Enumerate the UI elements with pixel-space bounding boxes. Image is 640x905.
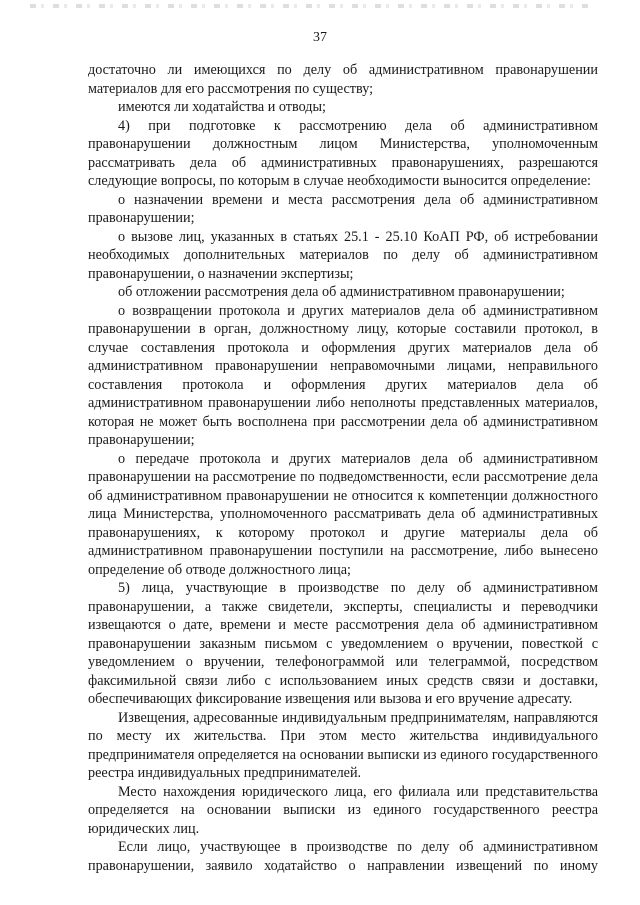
paragraph: 4) при подготовке к рассмотрению дела об административном правонарушении должностным лицом Министерства, уполномоченным рассматривать дела об административных правонарушениях, разрешаются следующие вопросы, по которым в случае необходимости выносится определение: bbox=[88, 117, 598, 189]
paragraph: Извещения, адресованные индивидуальным предпринимателям, направляются по месту их жительства. При этом место жительства индивидуального предпринимателя определяется на основании выписки из единого государственного реестра индивидуальных предпринимателей. bbox=[88, 709, 598, 781]
paragraph: имеются ли ходатайства и отводы; bbox=[118, 99, 326, 115]
paragraph: 5) лица, участвующие в производстве по делу об административном правонарушении, а также свидетели, эксперты, специалисты и переводчики извещаются о дате, времени и месте рассмотрения дела об административном правонарушении заказным письмом с уведомлением о вручении, повесткой с уведомлением о вручении, телефонограммой или телеграммой, посредством факсимильной связи либо с использованием иных средств связи и доставки, обеспечивающих фиксирование извещения или вызова и его вручение адресату. bbox=[88, 580, 598, 707]
paragraph: о вызове лиц, указанных в статьях 25.1 - 25.10 КоАП РФ, об истребовании необходимых дополнительных материалов по делу об административном правонарушении, о назначении экспертизы; bbox=[88, 228, 598, 282]
paragraph: Место нахождения юридического лица, его филиала или представительства определяется на основании выписки из единого государственного реестра юридических лиц. bbox=[88, 783, 598, 837]
paragraph: достаточно ли имеющихся по делу об административном правонарушении материалов для его рассмотрения по существу; bbox=[88, 62, 598, 97]
paragraph: о передаче протокола и других материалов дела об административном правонарушении на рассмотрение по подведомственности, если рассмотрение дела об административном правонарушении не относится к компетенции должностного лица Министерства, уполномоченного рассматривать дела об административных правонарушениях, к которому протокол и другие материалы дела об административном правонарушении поступили на рассмотрение, либо вынесено определение об отводе должностного лица; bbox=[88, 450, 598, 578]
paragraph: об отложении рассмотрения дела об административном правонарушении; bbox=[118, 284, 565, 300]
paragraph: о назначении времени и места рассмотрения дела об административном правонарушении; bbox=[88, 191, 598, 226]
scan-artifact-line bbox=[30, 4, 590, 8]
paragraph: о возвращении протокола и других материалов дела об административном правонарушении в орган, должностному лицу, которые составили протокол, в случае составления протокола и оформления других материалов дела об административном правонарушении неправомочными лицами, неправильного составления протокола и оформления других материалов дела об административном правонарушении либо неполноты представленных материалов, которая не может быть восполнена при рассмотрении дела об административном правонарушении; bbox=[88, 302, 598, 448]
paragraph: Если лицо, участвующее в производстве по делу об административном правонарушении, заявило ходатайство о направлении извещений по иному bbox=[88, 839, 598, 874]
page-number: 37 bbox=[313, 30, 327, 45]
document-body bbox=[88, 61, 598, 875]
